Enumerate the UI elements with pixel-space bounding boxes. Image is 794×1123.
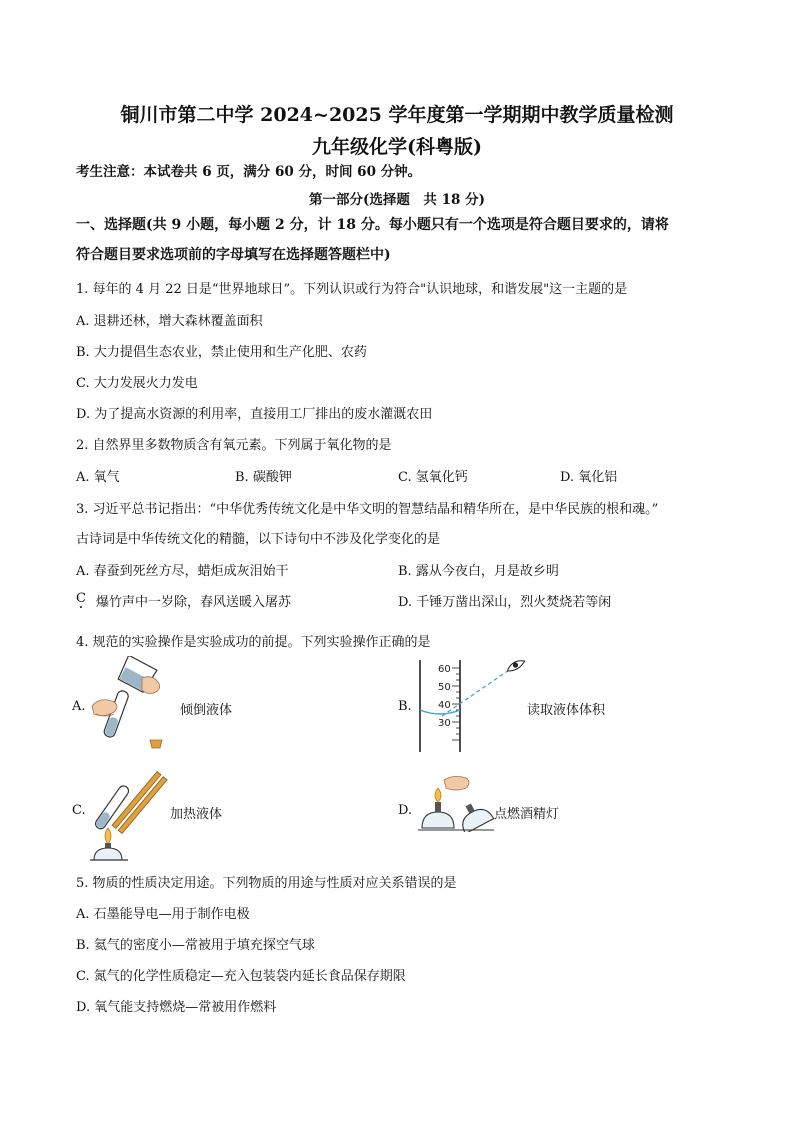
- question-4-option-b-label: 读取液体体积: [527, 703, 606, 718]
- cylinder-tick-30: 30: [438, 718, 451, 729]
- question-4-stem: 4. 规范的实验操作是实验成功的前提。下列实验操作正确的是: [76, 635, 431, 650]
- question-4-option-a-label: 倾倒液体: [180, 703, 233, 718]
- question-4-option-b-letter: B.: [398, 699, 412, 714]
- lighting-alcohol-lamp-illustration: [418, 772, 496, 832]
- question-5-option-d: D. 氧气能支持燃烧—常被用作燃料: [76, 1000, 277, 1015]
- question-4-option-c-label: 加热液体: [170, 807, 223, 822]
- stray-dot: [80, 606, 82, 608]
- graduated-cylinder-illustration: [412, 656, 536, 756]
- question-5-option-c: C. 氮气的化学性质稳定—充入包装袋内延长食品保存期限: [76, 969, 406, 984]
- question-1-option-c: C. 大力发展火力发电: [76, 376, 198, 391]
- question-2-option-d: D. 氧化铝: [560, 470, 618, 485]
- pouring-liquid-illustration: [90, 656, 180, 752]
- cylinder-tick-40: 40: [438, 700, 451, 711]
- question-4-option-d-letter: D.: [398, 803, 413, 818]
- question-3-stem-line2: 古诗词是中华传统文化的精髓，以下诗句中不涉及化学变化的是: [76, 532, 441, 547]
- question-3-option-b: B. 露从今夜白，月是故乡明: [398, 564, 559, 579]
- question-1-option-a: A. 退耕还林，增大森林覆盖面积: [76, 314, 263, 329]
- exam-title: 铜川市第二中学 2024~2025 学年度第一学期期中教学质量检测: [120, 104, 674, 126]
- question-2-option-c: C. 氢氧化钙: [398, 470, 468, 485]
- question-3-option-c: 爆竹声中一岁除，春风送暖入屠苏: [96, 595, 292, 610]
- question-5-stem: 5. 物质的性质决定用途。下列物质的用途与性质对应关系错误的是: [76, 876, 457, 891]
- question-3-option-a: A. 春蚕到死丝方尽，蜡炬成灰泪始干: [76, 564, 289, 579]
- part-heading: 第一部分(选择题 共 18 分): [309, 192, 485, 208]
- question-3-option-d: D. 千锤万凿出深山，烈火焚烧若等闲: [398, 595, 612, 610]
- cylinder-tick-50: 50: [438, 682, 451, 693]
- question-5-option-b: B. 氦气的密度小—常被用于填充探空气球: [76, 938, 315, 953]
- question-1-option-b: B. 大力提倡生态农业，禁止使用和生产化肥、农药: [76, 345, 367, 360]
- question-5-option-a: A. 石墨能导电—用于制作电极: [76, 907, 250, 922]
- question-4-option-c-letter: C.: [72, 803, 86, 818]
- question-1-stem: 1. 每年的 4 月 22 日是“世界地球日”。下列认识或行为符合"认识地球，和谐发展"这一主题的是: [76, 282, 628, 297]
- section-instruction-line2: 符合题目要求选项前的字母填写在选择题答题栏中): [76, 247, 391, 263]
- cylinder-tick-60: 60: [438, 664, 451, 675]
- question-4-option-a-letter: A.: [72, 699, 86, 714]
- heating-liquid-illustration: [86, 766, 172, 862]
- question-2-option-b: B. 碳酸钾: [235, 470, 292, 485]
- section-instruction-line1: 一、选择题(共 9 小题，每小题 2 分，计 18 分。每小题只有一个选项是符合题目要求的，请将: [76, 217, 669, 233]
- question-3-option-c-letter: C: [76, 591, 86, 606]
- question-4-option-d-label: 点燃酒精灯: [494, 807, 560, 822]
- question-1-option-d: D. 为了提高水资源的利用率，直接用工厂排出的废水灌溉农田: [76, 407, 433, 422]
- question-2-option-a: A. 氧气: [76, 470, 120, 485]
- exam-notice: 考生注意：本试卷共 6 页，满分 60 分，时间 60 分钟。: [76, 164, 422, 180]
- exam-subtitle: 九年级化学(科粤版): [312, 136, 482, 158]
- question-2-stem: 2. 自然界里多数物质含有氧元素。下列属于氧化物的是: [76, 438, 392, 453]
- question-3-stem-line1: 3. 习近平总书记指出：“中华优秀传统文化是中华文明的智慧结晶和精华所在，是中华民族的根和魂。”: [76, 502, 659, 517]
